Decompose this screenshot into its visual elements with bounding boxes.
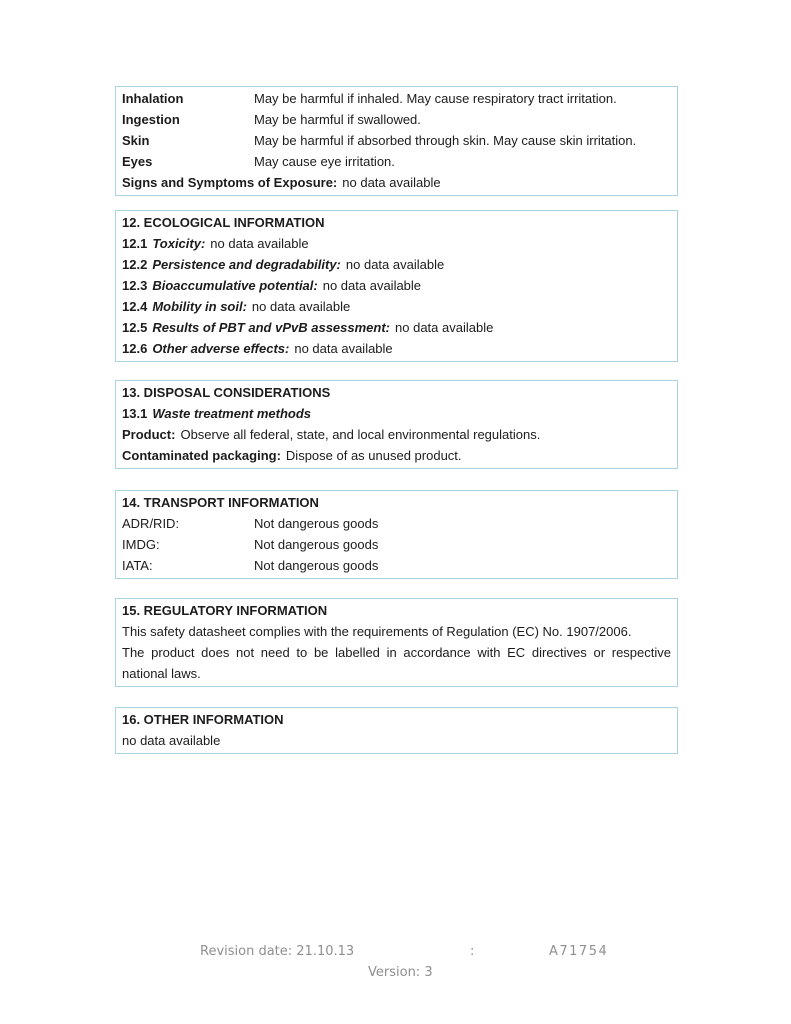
item-value: no data available: [345, 257, 445, 272]
section-15-regulatory-information: [115, 598, 678, 687]
eco-item-toxicity: [122, 233, 671, 254]
other-information-body: no data available: [122, 733, 221, 748]
transport-row-imdg: [122, 534, 671, 555]
product-value: Observe all federal, state, and local environmental regulations.: [180, 427, 541, 442]
eco-item-other-adverse: [122, 338, 671, 359]
item-label: Other adverse effects:: [152, 341, 290, 356]
item-number: 12.4: [122, 299, 148, 314]
item-number: 12.3: [122, 278, 148, 293]
exposure-label: Ingestion: [122, 112, 180, 127]
section-13-title: 13. DISPOSAL CONSIDERATIONS: [122, 385, 331, 400]
transport-value: Not dangerous goods: [254, 516, 379, 531]
product-label: Product:: [122, 427, 176, 442]
item-number: 12.6: [122, 341, 148, 356]
footer-revision-date: Revision date: 21.10.13: [200, 944, 355, 959]
item-value: no data available: [210, 236, 309, 251]
footer-version: Version: 3: [368, 965, 433, 980]
exposure-value: May cause eye irritation.: [254, 154, 395, 169]
item-number: 12.5: [122, 320, 148, 335]
exposure-label: Inhalation: [122, 91, 184, 106]
signs-symptoms-line: [122, 172, 671, 193]
transport-value: Not dangerous goods: [254, 558, 379, 573]
waste-treatment-subsection: [122, 403, 671, 424]
section-14-transport-information: [115, 490, 678, 579]
footer-separator: :: [470, 944, 475, 959]
exposure-row-inhalation: [122, 88, 671, 109]
footer-document-number: A71754: [549, 944, 609, 959]
exposure-value: May be harmful if inhaled. May cause respiratory tract irritation.: [254, 91, 617, 106]
transport-row-adr: [122, 513, 671, 534]
exposure-row-skin: [122, 130, 671, 151]
item-label: Mobility in soil:: [152, 299, 247, 314]
transport-value: Not dangerous goods: [254, 537, 379, 552]
item-value: no data available: [251, 299, 351, 314]
transport-label: ADR/RID:: [122, 516, 180, 531]
item-value: no data available: [395, 320, 494, 335]
signs-symptoms-value: no data available: [342, 175, 441, 190]
item-value: no data available: [322, 278, 422, 293]
section-14-title: 14. TRANSPORT INFORMATION: [122, 495, 319, 510]
packaging-label: Contaminated packaging:: [122, 448, 281, 463]
exposure-label: Skin: [122, 133, 150, 148]
regulatory-paragraph-2: The product does not need to be labelled in accordance with EC directives or respective national laws.: [122, 645, 671, 681]
eco-item-bioaccumulative: [122, 275, 671, 296]
exposure-value: May be harmful if swallowed.: [254, 112, 421, 127]
eco-item-mobility: [122, 296, 671, 317]
exposure-row-ingestion: [122, 109, 671, 130]
transport-row-iata: [122, 555, 671, 576]
item-label: Toxicity:: [152, 236, 206, 251]
exposure-routes-box: [115, 86, 678, 196]
exposure-value: May be harmful if absorbed through skin. May cause skin irritation.: [254, 133, 637, 148]
item-number: 12.2: [122, 257, 148, 272]
section-12-title: 12. ECOLOGICAL INFORMATION: [122, 215, 325, 230]
section-15-title: 15. REGULATORY INFORMATION: [122, 603, 328, 618]
item-label: Results of PBT and vPvB assessment:: [152, 320, 391, 335]
item-label: Persistence and degradability:: [152, 257, 341, 272]
item-number: 12.1: [122, 236, 148, 251]
packaging-value: Dispose of as unused product.: [285, 448, 462, 463]
transport-label: IATA:: [122, 558, 153, 573]
subsection-label: Waste treatment methods: [152, 406, 311, 421]
disposal-packaging-line: [122, 445, 671, 466]
section-16-title: 16. OTHER INFORMATION: [122, 712, 284, 727]
section-13-disposal-considerations: [115, 380, 678, 469]
signs-symptoms-label: Signs and Symptoms of Exposure:: [122, 175, 338, 190]
section-12-ecological-information: [115, 210, 678, 362]
eco-item-persistence: [122, 254, 671, 275]
exposure-row-eyes: [122, 151, 671, 172]
exposure-label: Eyes: [122, 154, 153, 169]
item-label: Bioaccumulative potential:: [152, 278, 318, 293]
item-value: no data available: [294, 341, 393, 356]
regulatory-paragraph-1: This safety datasheet complies with the requirements of Regulation (EC) No. 1907/2006.: [122, 624, 632, 639]
section-16-other-information: [115, 707, 678, 754]
transport-label: IMDG:: [122, 537, 160, 552]
subsection-number: 13.1: [122, 406, 148, 421]
disposal-product-line: [122, 424, 671, 445]
eco-item-pbt: [122, 317, 671, 338]
